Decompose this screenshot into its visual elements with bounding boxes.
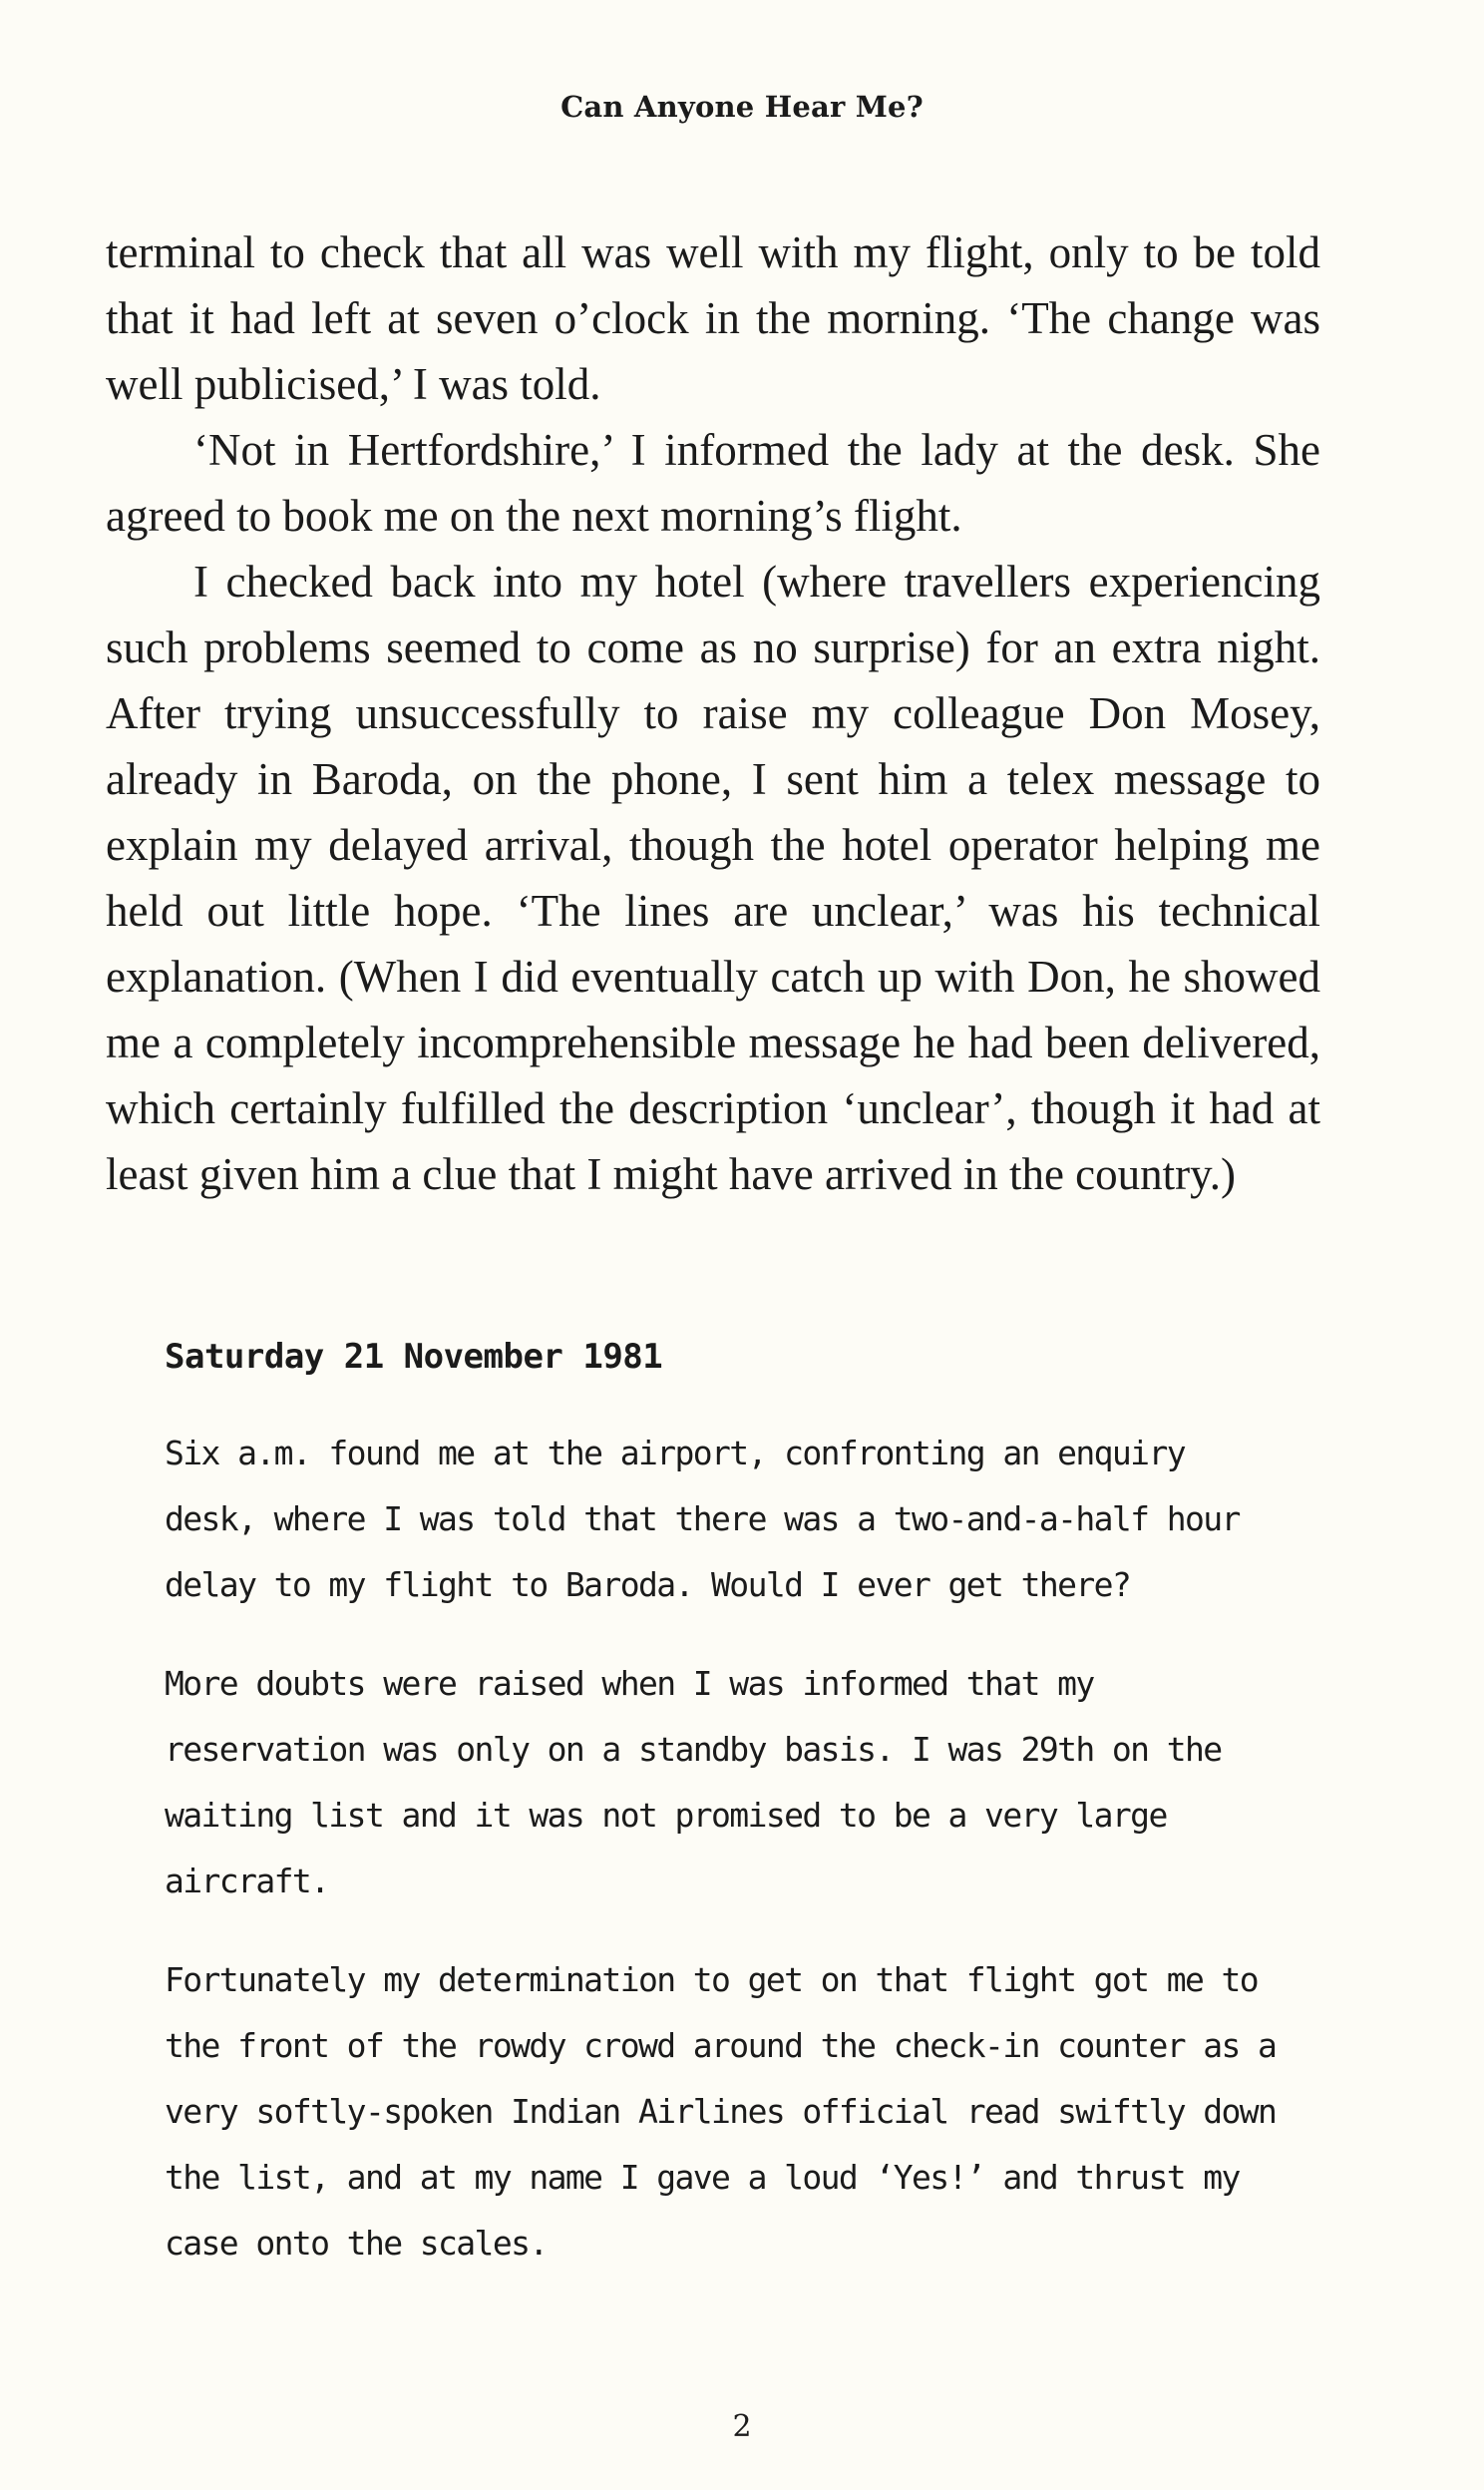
narrative-paragraph-2: ‘Not in Hertfordshire,’ I informed the lady at the desk. She agreed to book me on the next morning’s flight.	[106, 425, 1320, 541]
narrative-paragraph-3: I checked back into my hotel (where travellers experiencing such problems seemed to come as no surprise) for an extra night. After trying unsuccessfully to raise my colleague Don Mosey, already in Baroda, on the phone, I sent him a telex message to explain my delayed arrival, though the hotel operator helping me held out little hope. ‘The lines are unclear,’ was his technical explanation. (When I did eventually catch up with Don, he showed me a completely incomprehensible message he had been delivered, which certainly fulfilled the description ‘unclear’, though it had at least given him a clue that I might have arrived in the country.)	[106, 557, 1320, 1199]
page-number: 2	[732, 2409, 752, 2444]
narrative-paragraph-1: terminal to check that all was well with my flight, only to be told that it had left at seven o’clock in the morning. ‘The change was well publicised,’ I was told.	[106, 227, 1320, 409]
diary-date-heading: Saturday 21 November 1981	[165, 1337, 663, 1377]
diary-paragraph-1: Six a.m. found me at the airport, confronting an enquiry desk, where I was told that there was a two-and-a-half hour delay to my flight to Baroda. Would I ever get there?	[165, 1434, 1240, 1604]
narrative-text	[106, 219, 1320, 1207]
running-head-title: Can Anyone Hear Me?	[560, 90, 924, 124]
diary-entry	[165, 1337, 1282, 2309]
diary-paragraph-2: More doubts were raised when I was informed that my reservation was only on a standby basis. I was 29th on the waiting list and it was not promised to be a very large aircraft.	[165, 1664, 1222, 1900]
diary-paragraph-3: Fortunately my determination to get on that flight got me to the front of the rowdy crowd around the check-in counter as a very softly-spoken Indian Airlines official read swiftly down the list, and at my name I gave a loud ‘Yes!’ and thrust my case onto the scales.	[165, 1960, 1277, 2263]
